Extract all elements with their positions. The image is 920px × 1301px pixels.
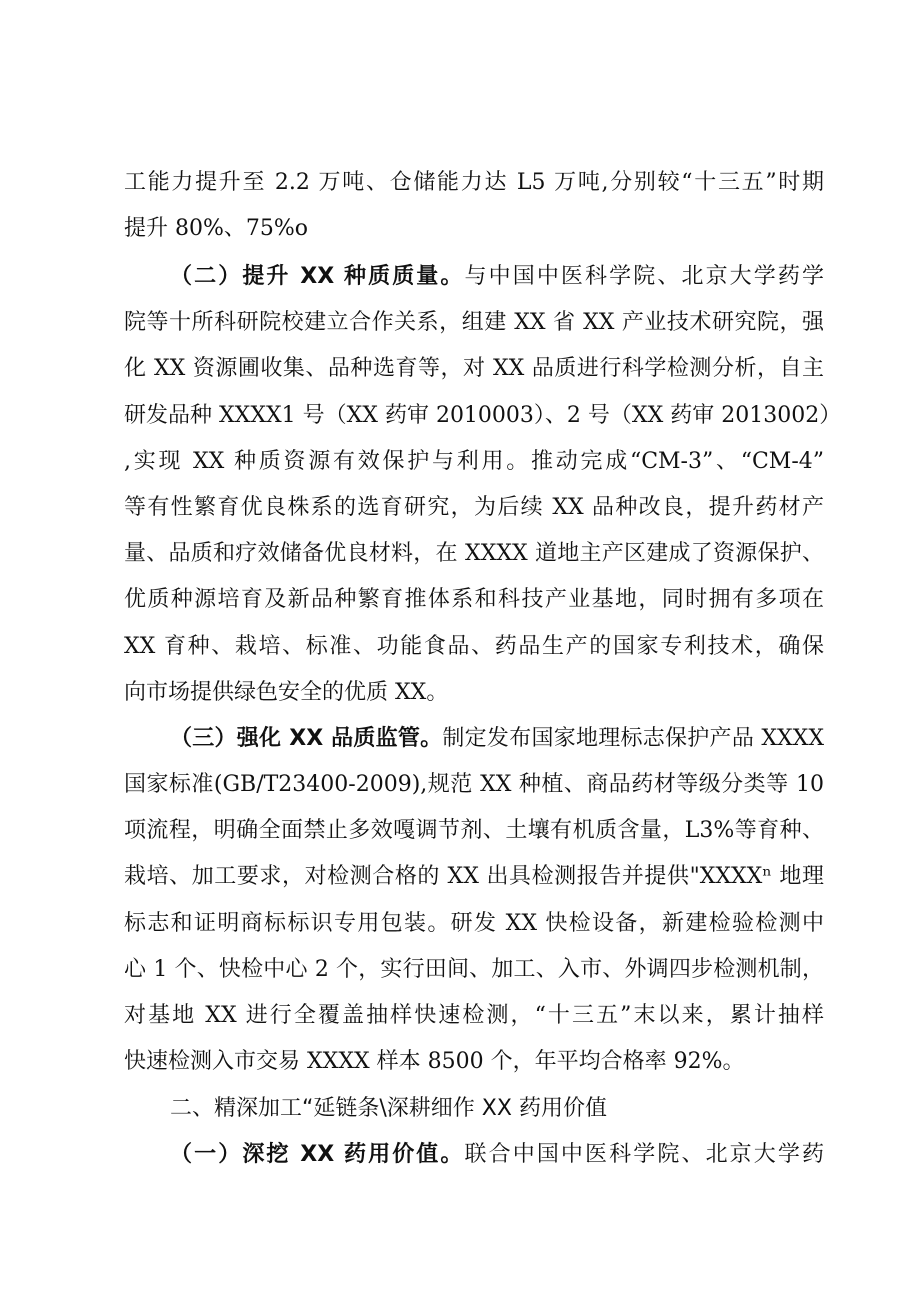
paragraph-lead-heading: （二）提升 XX 种质质量。 bbox=[170, 264, 465, 289]
paragraph-text: 制定发布国家地理标志保护产品 XXXX bbox=[442, 726, 824, 751]
paragraph-line: 等有性繁育优良株系的选育研究，为后续 XX 品种改良，提升药材产 bbox=[124, 495, 824, 520]
paragraph-line: 提升 80%、75%o bbox=[124, 216, 309, 241]
paragraph-line: 快速检测入市交易 XXXX 样本 8500 个，年平均合格率 92%。 bbox=[124, 1049, 745, 1074]
paragraph-text: 联合中国中医科学院、北京大学药 bbox=[464, 1142, 824, 1167]
paragraph-line: 化 XX 资源圃收集、品种选育等，对 XX 品质进行科学检测分析，自主 bbox=[124, 356, 824, 381]
paragraph-line: 优质种源培育及新品种繁育推体系和科技产业基地，同时拥有多项在 bbox=[124, 587, 824, 612]
paragraph-line: 心 1 个、快检中心 2 个，实行田间、加工、入市、外调四步检测机制， bbox=[124, 957, 824, 982]
paragraph-line: 标志和证明商标标识专用包装。研发 XX 快检设备，新建检验检测中 bbox=[124, 911, 824, 936]
paragraph-line: 向市场提供绿色安全的优质 XX。 bbox=[124, 680, 449, 705]
paragraph-line: 栽培、加工要求，对检测合格的 XX 出具检测报告并提供"XXXXⁿ 地理 bbox=[124, 864, 824, 889]
paragraph-first-line bbox=[170, 1140, 824, 1170]
section-heading: 二、精深加工“延链条\深耕细作 XX 药用价值 bbox=[170, 1096, 607, 1121]
paragraph-line: 对基地 XX 进行全覆盖抽样快速检测，“十三五”末以来，累计抽样 bbox=[124, 1003, 824, 1028]
paragraph-line: 国家标准(GB/T23400-2009),规范 XX 种植、商品药材等级分类等 10 bbox=[124, 772, 824, 797]
paragraph-line: 研发品种 XXXX1 号（XX 药审 2010003）、2 号（XX 药审 2013002） bbox=[124, 403, 842, 428]
paragraph-text: 与中国中医科学院、北京大学药学 bbox=[464, 264, 824, 289]
paragraph-line: 项流程，明确全面禁止多效嘎调节剂、土壤有机质含量，L3%等育种、 bbox=[124, 818, 824, 843]
paragraph-line: ,实现 XX 种质资源有效保护与利用。推动完成“CM-3”、“CM-4” bbox=[124, 449, 824, 474]
paragraph-line: 量、品质和疗效储备优良材料，在 XXXX 道地主产区建成了资源保护、 bbox=[124, 541, 824, 566]
paragraph-line: 院等十所科研院校建立合作关系，组建 XX 省 XX 产业技术研究院，强 bbox=[124, 310, 824, 335]
paragraph-line: 工能力提升至 2.2 万吨、仓储能力达 L5 万吨,分别较“十三五”时期 bbox=[124, 170, 824, 195]
paragraph-lead-heading: （一）深挖 XX 药用价值。 bbox=[170, 1142, 465, 1167]
paragraph-first-line bbox=[170, 262, 824, 292]
paragraph-first-line bbox=[170, 724, 824, 754]
paragraph-lead-heading: （三）强化 XX 品质监管。 bbox=[170, 726, 443, 751]
paragraph-line: XX 育种、栽培、标准、功能食品、药品生产的国家专利技术，确保 bbox=[124, 634, 824, 659]
